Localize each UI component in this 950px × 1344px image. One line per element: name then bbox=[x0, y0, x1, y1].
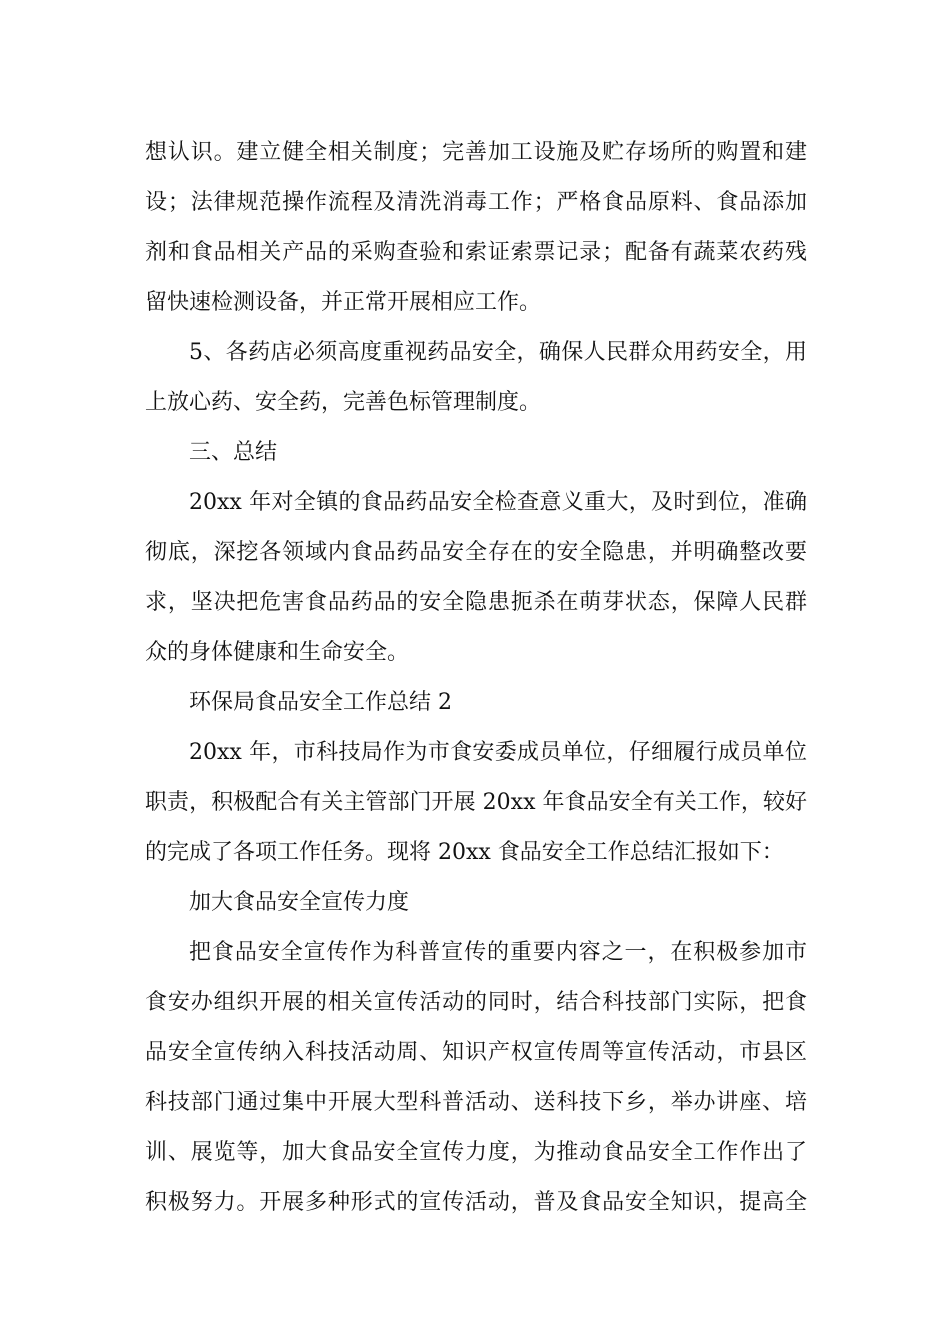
body-text-line: 职责，积极配合有关主管部门开展 20xx 年食品安全有关工作，较好 bbox=[145, 790, 807, 815]
section-heading: 三、总结 bbox=[189, 440, 278, 465]
section-heading: 加大食品安全宣传力度 bbox=[189, 890, 410, 915]
body-text-line: 众的身体健康和生命安全。 bbox=[145, 640, 410, 665]
body-text-line: 5、各药店必须高度重视药品安全，确保人民群众用药安全，用 bbox=[189, 340, 807, 365]
body-text-line: 的完成了各项工作任务。现将 20xx 食品安全工作总结汇报如下： bbox=[145, 840, 784, 865]
body-text-line: 求，坚决把危害食品药品的安全隐患扼杀在萌芽状态，保障人民群 bbox=[145, 590, 807, 615]
body-text-line: 训、展览等，加大食品安全宣传力度，为推动食品安全工作作出了 bbox=[145, 1140, 807, 1165]
body-text-line: 把食品安全宣传作为科普宣传的重要内容之一，在积极参加市 bbox=[189, 940, 807, 965]
body-text-line: 设；法律规范操作流程及清洗消毒工作；严格食品原料、食品添加 bbox=[145, 190, 807, 215]
body-text-line: 积极努力。开展多种形式的宣传活动，普及食品安全知识，提高全 bbox=[145, 1190, 807, 1215]
body-text-line: 20xx 年，市科技局作为市食安委成员单位，仔细履行成员单位 bbox=[189, 740, 807, 765]
body-text-line: 留快速检测设备，并正常开展相应工作。 bbox=[145, 290, 542, 315]
body-text-line: 食安办组织开展的相关宣传活动的同时，结合科技部门实际，把食 bbox=[145, 990, 807, 1015]
body-text-line: 20xx 年对全镇的食品药品安全检查意义重大，及时到位，准确 bbox=[189, 490, 807, 515]
body-text-line: 彻底，深挖各领域内食品药品安全存在的安全隐患，并明确整改要 bbox=[145, 540, 807, 565]
document-title: 环保局食品安全工作总结 2 bbox=[189, 690, 452, 715]
body-text-line: 上放心药、安全药，完善色标管理制度。 bbox=[145, 390, 542, 415]
body-text-line: 品安全宣传纳入科技活动周、知识产权宣传周等宣传活动，市县区 bbox=[145, 1040, 807, 1065]
body-text-line: 想认识。建立健全相关制度；完善加工设施及贮存场所的购置和建 bbox=[145, 140, 807, 165]
body-text-line: 剂和食品相关产品的采购查验和索证索票记录；配备有蔬菜农药残 bbox=[145, 240, 807, 265]
body-text-line: 科技部门通过集中开展大型科普活动、送科技下乡，举办讲座、培 bbox=[145, 1090, 807, 1115]
